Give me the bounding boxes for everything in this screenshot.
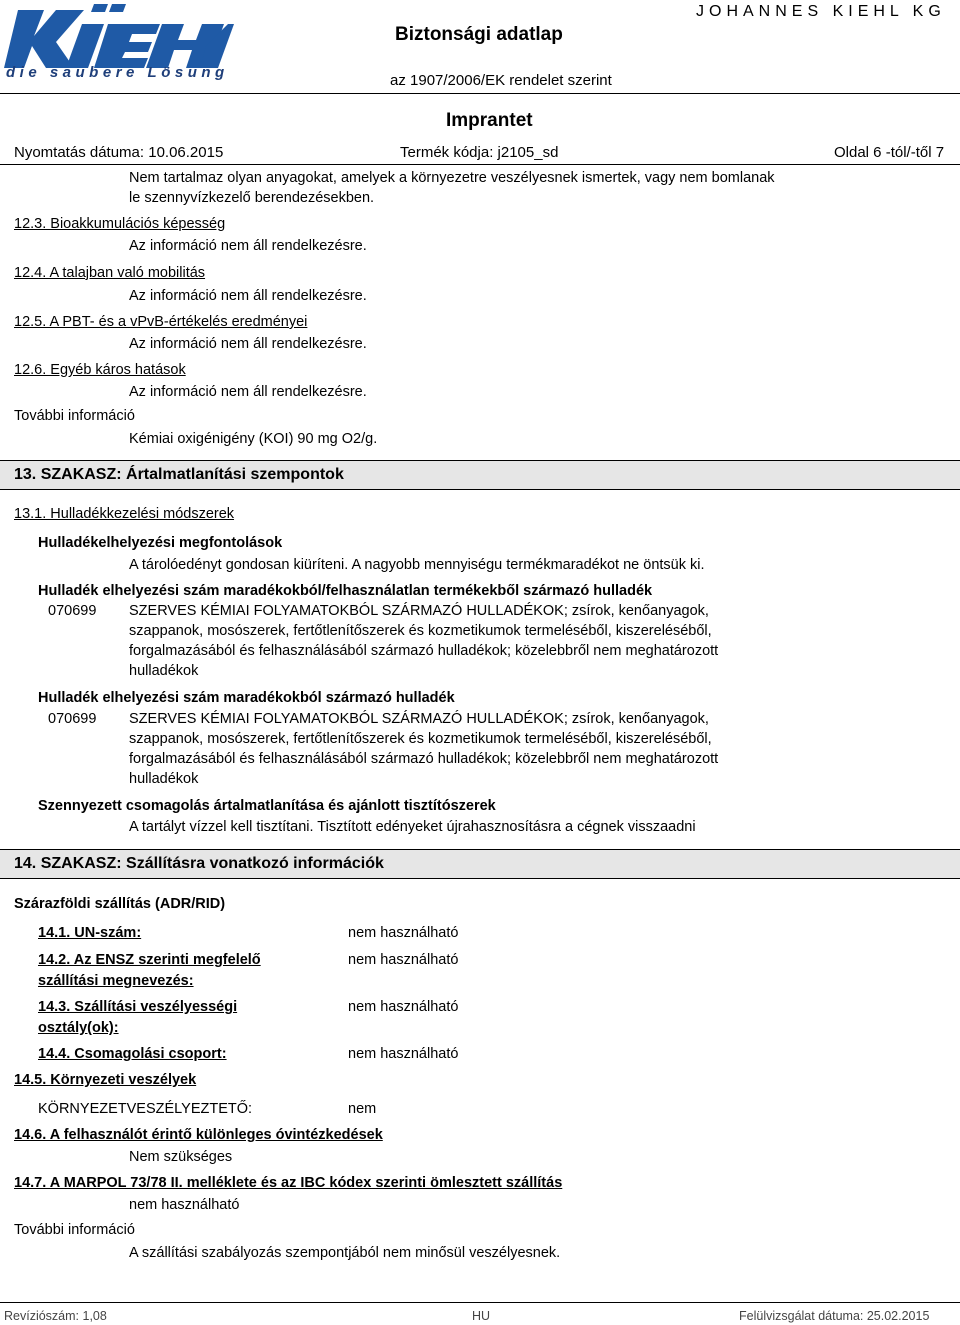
s12-intro-line: Nem tartalmaz olyan anyagokat, amelyek a környezetre veszélyesnek ismertek, vagy nem bomlanak	[129, 170, 775, 186]
waste-description: szappanok, mosószerek, fertőtlenítőszerek és kozmetikumok termeléséből, kiszereléséből,	[129, 623, 712, 639]
user-precautions-text: Nem szükséges	[129, 1149, 233, 1165]
hazard-class-label: 14.3. Szállítási veszélyességi	[38, 999, 238, 1015]
marpol-text: nem használható	[129, 1197, 240, 1213]
waste-description: szappanok, mosószerek, fertőtlenítőszerek és kozmetikumok termeléséből, kiszereléséből,	[129, 731, 712, 747]
waste-description: hulladékok	[129, 663, 199, 679]
shipping-name-label: 14.2. Az ENSZ szerinti megfelelő	[38, 952, 261, 968]
packing-group-value: nem használható	[348, 1046, 459, 1062]
further-info-heading: További információ	[14, 1222, 135, 1238]
subsection-heading: 12.3. Bioakkumulációs képesség	[14, 216, 226, 232]
header-divider	[0, 164, 960, 165]
review-date: Felülvizsgálat dátuma: 25.02.2015	[739, 1309, 930, 1323]
marpol-heading: 14.7. A MARPOL 73/78 II. melléklete és az IBC kódex szerinti ömlesztett szállítás	[14, 1175, 563, 1191]
further-info-text: A szállítási szabályozás szempontjából nem minősül veszélyesnek.	[129, 1245, 561, 1261]
subsection-heading: 12.5. A PBT- és a vPvB-értékelés eredményei	[14, 314, 308, 330]
company-name: JOHANNES KIEHL KG	[696, 3, 946, 20]
un-number-label: 14.1. UN-szám:	[38, 925, 142, 941]
s12-intro-line: le szennyvízkezelő berendezésekben.	[129, 190, 375, 206]
revision-number: Revíziószám: 1,08	[4, 1309, 107, 1323]
subsection-heading: 13.1. Hulladékkezelési módszerek	[14, 506, 235, 522]
waste-description: SZERVES KÉMIAI FOLYAMATOKBÓL SZÁRMAZÓ HULLADÉKOK; zsírok, kenőanyagok,	[129, 603, 709, 619]
packing-group-label: 14.4. Csomagolási csoport:	[38, 1046, 227, 1062]
language-code: HU	[472, 1309, 491, 1323]
section-title: 14. SZAKASZ: Szállításra vonatkozó információk	[14, 855, 384, 872]
waste-code-heading: Hulladék elhelyezési szám maradékokból/felhasználatlan termékekből származó hulladék	[38, 583, 653, 599]
section-title: 13. SZAKASZ: Ártalmatlanítási szempontok	[14, 466, 344, 483]
disposal-heading: Hulladékelhelyezési megfontolások	[38, 535, 283, 551]
section-13-header	[0, 460, 960, 490]
further-info-heading: További információ	[14, 408, 135, 424]
env-hazard-value: nem	[348, 1101, 377, 1117]
waste-code-heading: Hulladék elhelyezési szám maradékokból származó hulladék	[38, 690, 455, 706]
packaging-heading: Szennyezett csomagolás ártalmatlanítása és ajánlott tisztítószerek	[38, 798, 496, 814]
regulation-text: az 1907/2006/EK rendelet szerint	[390, 72, 612, 89]
un-number-value: nem használható	[348, 925, 459, 941]
product-code: Termék kódja: j2105_sd	[400, 144, 559, 161]
subsection-text: Az információ nem áll rendelkezésre.	[129, 238, 367, 254]
subsection-heading: 12.6. Egyéb káros hatások	[14, 362, 186, 378]
subsection-text: Az információ nem áll rendelkezésre.	[129, 336, 367, 352]
user-precautions-heading: 14.6. A felhasználót érintő különleges óvintézkedések	[14, 1127, 383, 1143]
further-info-text: Kémiai oxigénigény (KOI) 90 mg O2/g.	[129, 431, 378, 447]
page-number: Oldal 6 -tól/-től 7	[834, 144, 945, 161]
disposal-text: A tárolóedényt gondosan kiüríteni. A nagyobb mennyiségu termékmaradékot ne öntsük ki.	[129, 557, 705, 573]
header-divider	[0, 93, 960, 94]
section-14-header	[0, 849, 960, 879]
subsection-text: Az információ nem áll rendelkezésre.	[129, 288, 367, 304]
waste-description: forgalmazásából és felhasználásából származó hulladékok; közelebbről nem meghatározott	[129, 643, 719, 659]
kiehl-logo	[4, 2, 234, 82]
hazard-class-label: osztály(ok):	[38, 1020, 119, 1036]
waste-description: hulladékok	[129, 771, 199, 787]
print-date: Nyomtatás dátuma: 10.06.2015	[14, 144, 224, 161]
shipping-name-label: szállítási megnevezés:	[38, 973, 194, 989]
shipping-name-value: nem használható	[348, 952, 459, 968]
env-hazard-label: KÖRNYEZETVESZÉLYEZTETŐ:	[38, 1101, 253, 1117]
env-hazards-heading: 14.5. Környezeti veszélyek	[14, 1072, 197, 1088]
document-title: Biztonsági adatlap	[395, 24, 563, 45]
subsection-heading: 12.4. A talajban való mobilitás	[14, 265, 206, 281]
waste-description: SZERVES KÉMIAI FOLYAMATOKBÓL SZÁRMAZÓ HULLADÉKOK; zsírok, kenőanyagok,	[129, 711, 709, 727]
waste-code: 070699	[48, 711, 97, 727]
footer-divider	[0, 1302, 960, 1303]
land-transport-heading: Szárazföldi szállítás (ADR/RID)	[14, 896, 226, 912]
hazard-class-value: nem használható	[348, 999, 459, 1015]
logo-tagline: die saubere Lösung	[6, 64, 229, 81]
subsection-text: Az információ nem áll rendelkezésre.	[129, 384, 367, 400]
waste-description: forgalmazásából és felhasználásából származó hulladékok; közelebbről nem meghatározott	[129, 751, 719, 767]
product-name: Imprantet	[446, 110, 533, 131]
packaging-text: A tartályt vízzel kell tisztítani. Tisztított edényeket újrahasznosításra a cégnek visszaadni	[129, 819, 696, 835]
waste-code: 070699	[48, 603, 97, 619]
